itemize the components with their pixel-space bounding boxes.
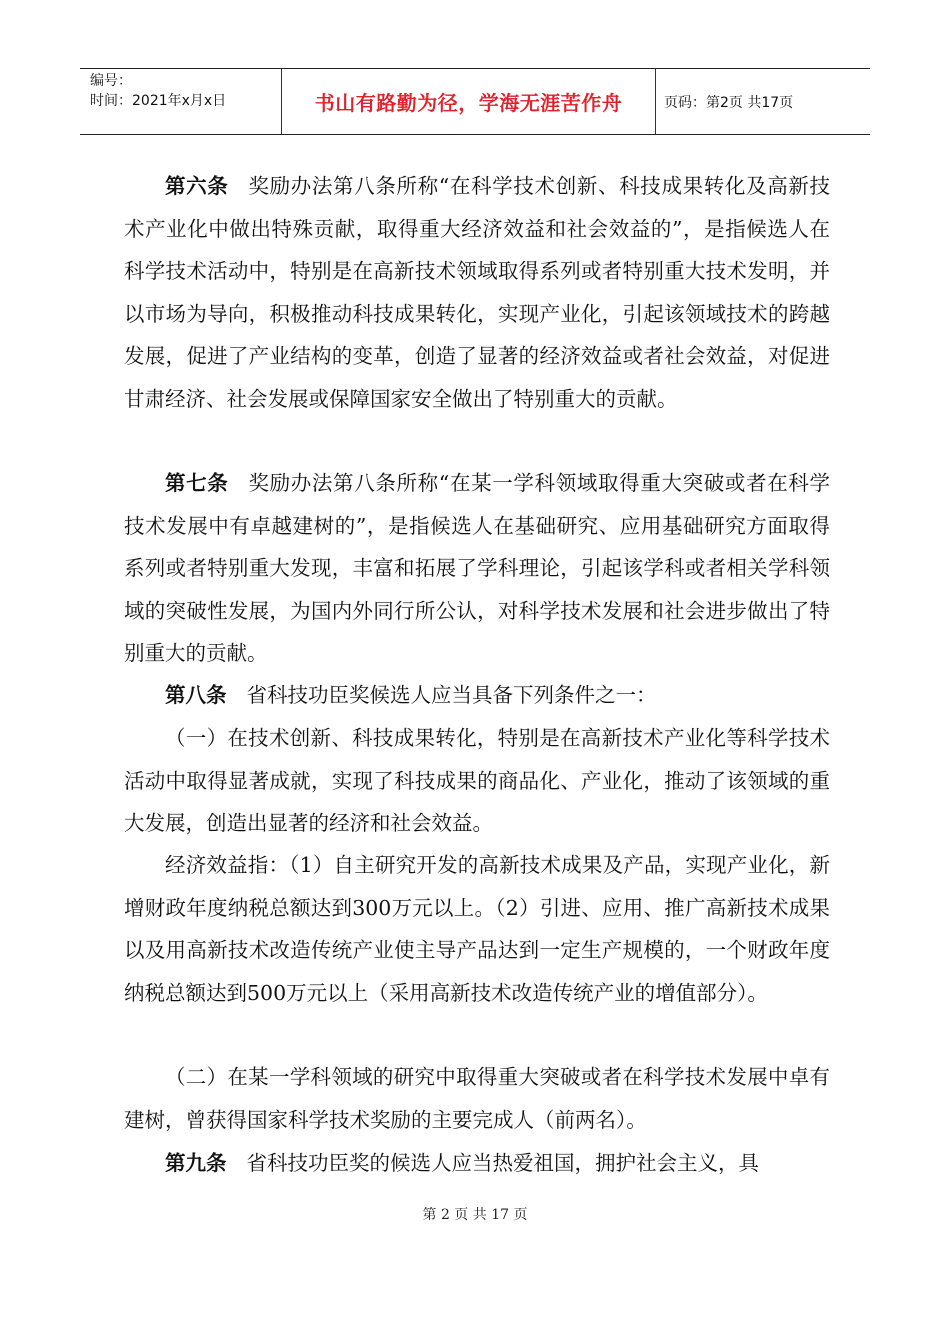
economic-benefit-note: 经济效益指：（1）自主研究开发的高新技术成果及产品，实现产业化，新增财政年度纳税总额达到300万元以上。（2）引进、应用、推广高新技术成果以及用高新技术改造传统产业使主导产品达到一定生产规模的，一个财政年度纳税总额达到500万元以上（采用高新技术改造传统产业的增值部分）。	[124, 853, 830, 1005]
condition-item: （二）在某一学科领域的研究中取得重大突破或者在科学技术发展中卓有建树，曾获得国家科学技术奖励的主要完成人（前两名）。	[124, 1065, 830, 1132]
date-label: 时间：2021年x月x日	[90, 93, 227, 109]
article-label: 第九条	[165, 1151, 227, 1175]
condition-item: （一）在技术创新、科技成果转化，特别是在高新技术产业化等科学技术活动中取得显著成就，实现了科技成果的商品化、产业化，推动了该领域的重大发展，创造出显著的经济和社会效益。	[124, 726, 830, 835]
article-label: 第七条	[165, 471, 229, 495]
document-header	[80, 68, 870, 135]
document-body	[124, 165, 830, 1185]
article-text: 奖励办法第八条所称“在某一学科领域取得重大突破或者在科学技术发展中有卓越建树的”，是指候选人在基础研究、应用基础研究方面取得系列或者特别重大发现，丰富和拓展了学科理论，引起该学科或者相关学科领域的突破性发展，为国内外同行所公认，对科学技术发展和社会进步做出了特别重大的贡献。	[124, 471, 830, 665]
header-meta	[80, 69, 282, 134]
article-9	[124, 1142, 830, 1185]
article-text: 奖励办法第八条所称“在科学技术创新、科技成果转化及高新技术产业化中做出特殊贡献，取得重大经济效益和社会效益的”，是指候选人在科学技术活动中，特别是在高新技术领域取得系列或者特别重大技术发明，并以市场为导向，积极推动科技成果转化，实现产业化，引起该领域技术的跨越发展，促进了产业结构的变革，创造了显著的经济效益或者社会效益，对促进甘肃经济、社会发展或保障国家安全做出了特别重大的贡献。	[124, 174, 830, 411]
article-8	[124, 674, 830, 717]
header-motto: 书山有路勤为径，学海无涯苦作舟	[282, 69, 656, 134]
article-6	[124, 165, 830, 462]
article-text: 省科技功臣奖候选人应当具备下列条件之一：	[246, 683, 657, 707]
number-label: 编号：	[90, 73, 132, 89]
article-text: 省科技功臣奖的候选人应当热爱祖国，拥护社会主义，具	[246, 1151, 759, 1175]
header-page-info: 页码：第2页 共17页	[664, 94, 794, 111]
article-label: 第八条	[165, 683, 227, 707]
article-7	[124, 462, 830, 674]
article-label: 第六条	[165, 174, 229, 198]
page-footer: 第 2 页 共 17 页	[422, 1207, 528, 1223]
